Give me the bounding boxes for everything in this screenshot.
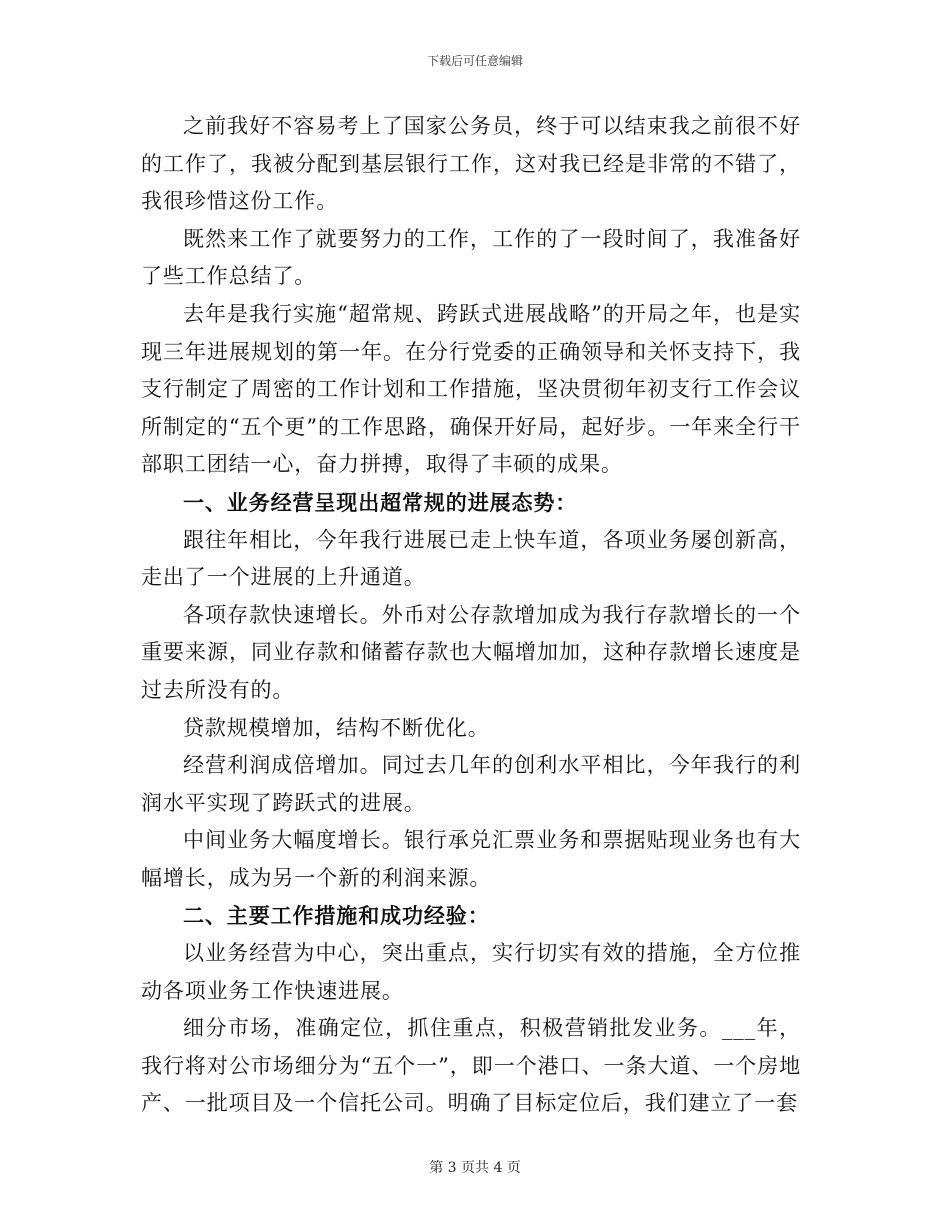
paragraph-2: 既然来工作了就要努力的工作，工作的了一段时间了，我准备好了些工作总结了。 [141, 226, 801, 289]
paragraph-8: 中间业务大幅度增长。银行承兑汇票业务和票据贴现业务也有大幅增长，成为另一个新的利润来源。 [141, 828, 801, 890]
section-heading-1: 一、业务经营呈现出超常规的进展态势： [183, 489, 578, 515]
paragraph-9: 以业务经营为中心，突出重点，实行切实有效的措施，全方位推动各项业务工作快速进展。 [141, 941, 801, 1003]
paragraph-4: 跟往年相比，今年我行进展已走上快车道，各项业务屡创新高，走出了一个进展的上升通道。 [141, 527, 801, 590]
paragraph-5: 各项存款快速增长。外币对公存款增加成为我行存款增长的一个重要来源，同业存款和储蓄存款也大幅增加加，这种存款增长速度是过去所没有的。 [141, 602, 801, 702]
page-number-footer: 第 3 页共 4 页 [429, 1160, 521, 1176]
paragraph-1: 之前我好不容易考上了国家公务员，终于可以结束我之前很不好的工作了，我被分配到基层银行工作，这对我已经是非常的不错了，我很珍惜这份工作。 [141, 114, 801, 214]
document-body [141, 108, 801, 1123]
paragraph-10: 细分市场，准确定位，抓住重点，积极营销批发业务。___年，我行将对公市场细分为“五个一”，即一个港口、一条大道、一个房地产、一批项目及一个信托公司。明确了目标定位后，我们建立了一套 [141, 1016, 801, 1116]
paragraph-3: 去年是我行实施“超常规、跨跃式进展战略”的开局之年，也是实现三年进展规划的第一年。在分行党委的正确领导和关怀支持下，我支行制定了周密的工作计划和工作措施，坚决贯彻年初支行工作会议所制定的“五个更”的工作思路，确保开好局，起好步。一年来全行干部职工团结一心，奋力拼搏，取得了丰硕的成果。 [141, 301, 801, 477]
page-header: 下载后可任意编辑 [426, 54, 523, 68]
paragraph-6: 贷款规模增加，结构不断优化。 [183, 715, 490, 740]
paragraph-7: 经营利润成倍增加。同过去几年的创利水平相比，今年我行的利润水平实现了跨跃式的进展。 [141, 753, 801, 815]
section-heading-2: 二、主要工作措施和成功经验： [183, 903, 490, 929]
